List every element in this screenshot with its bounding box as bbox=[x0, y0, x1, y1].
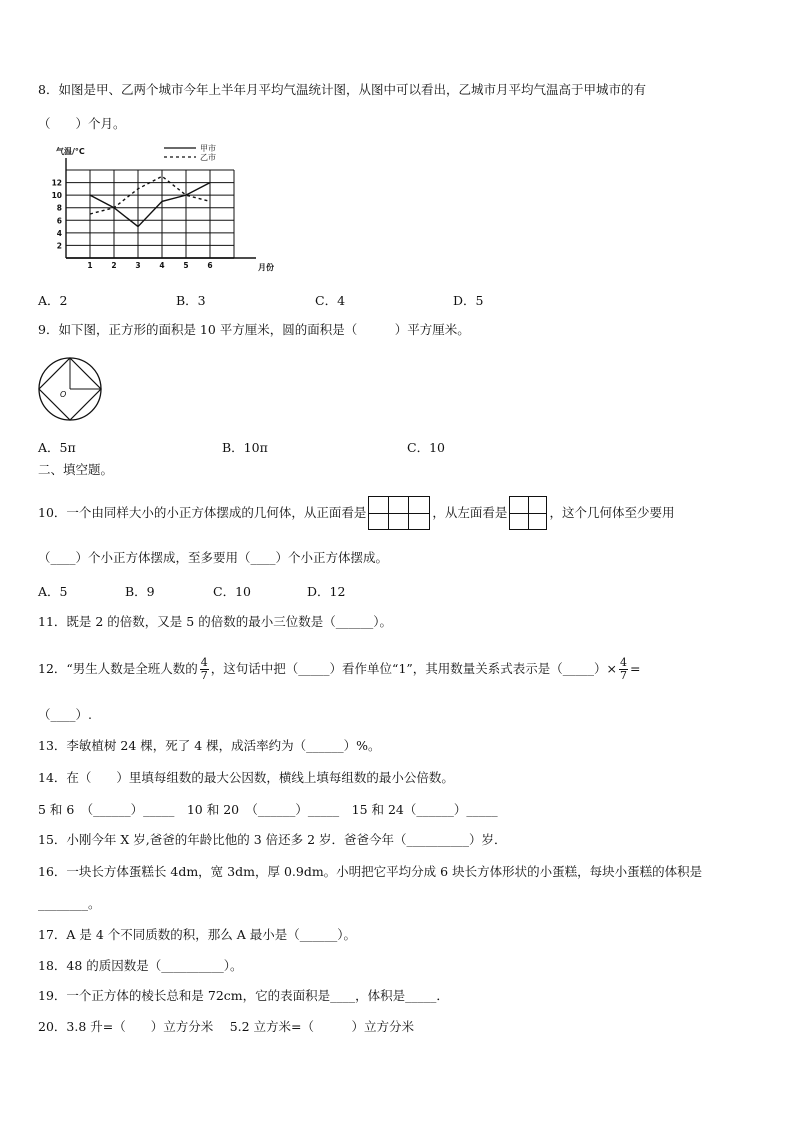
q9-text: 9．如下图，正方形的面积是 10 平方厘米，圆的面积是（ ）平方厘米。 bbox=[38, 322, 470, 337]
x-tick-label: 1 bbox=[87, 261, 93, 270]
q10-text-c: ，这个几何体至少要用 bbox=[549, 505, 675, 520]
legend-label-1: 甲市 bbox=[200, 144, 216, 153]
y-tick-label: 2 bbox=[56, 241, 62, 251]
q13-text: 13．李敏植树 24 棵，死了 4 棵，成活率约为（______）%。 bbox=[38, 738, 381, 753]
fraction-four-sevenths: $\frac{4}{7}$ bbox=[200, 656, 208, 682]
q8-option-c: C．4 bbox=[315, 293, 346, 308]
q11-text: 11．既是 2 的倍数，又是 5 的倍数的最小三位数是（______）。 bbox=[38, 614, 392, 629]
left-view-figure bbox=[509, 496, 547, 530]
temperature-line-chart bbox=[36, 140, 296, 280]
q19-text: 19．一个正方体的棱长总和是 72cm，它的表面积是____，体积是_____． bbox=[38, 988, 449, 1003]
q10-option-b: B．9 bbox=[125, 584, 155, 599]
q12-text-a: 12．“男生人数是全班人数的 bbox=[38, 661, 198, 676]
x-axis-label: 月份 bbox=[258, 263, 274, 272]
q8-option-a: A．2 bbox=[38, 293, 68, 308]
q16-text-2: ________。 bbox=[38, 896, 101, 911]
q10-text-a: 10．一个由同样大小的小正方体摆成的几何体，从正面看是 bbox=[38, 505, 367, 520]
q10-option-c: C．10 bbox=[213, 584, 251, 599]
q12-line-2: （____）. bbox=[38, 707, 92, 722]
y-tick-label: 10 bbox=[51, 191, 62, 201]
x-tick-label: 4 bbox=[159, 261, 165, 270]
circle-square-figure bbox=[36, 355, 104, 423]
x-tick-label: 2 bbox=[111, 261, 117, 270]
q8-text: 8．如图是甲、乙两个城市今年上半年月平均气温统计图，从图中可以看出，乙城市月平均气温高于甲城市的有 bbox=[38, 82, 646, 97]
y-tick-label: 12 bbox=[51, 178, 62, 188]
q9-option-b: B．10π bbox=[222, 440, 268, 455]
front-view-figure bbox=[368, 496, 430, 530]
q12-text-b: ，这句话中把（_____）看作单位“1”，其用数量关系式表示是（_____）× bbox=[210, 661, 618, 676]
q9-option-c: C．10 bbox=[407, 440, 445, 455]
y-tick-label: 8 bbox=[56, 203, 62, 213]
x-tick-label: 6 bbox=[207, 261, 213, 270]
legend-label-2: 乙市 bbox=[200, 153, 216, 162]
q10-text-b: ，从左面看是 bbox=[432, 505, 508, 520]
q10-option-a: A．5 bbox=[38, 584, 68, 599]
q10-text-2: （____）个小正方体摆成，至多要用（____）个小正方体摆成。 bbox=[38, 550, 389, 565]
q12-text bbox=[38, 651, 641, 687]
section-2-heading: 二、填空题。 bbox=[38, 462, 114, 477]
y-tick-label: 4 bbox=[56, 228, 62, 238]
fraction-four-sevenths-2: $\frac{4}{7}$ bbox=[620, 656, 628, 682]
q10-option-d: D．12 bbox=[307, 584, 346, 599]
q18-text: 18．48 的质因数是（__________）。 bbox=[38, 958, 243, 973]
q8-option-b: B．3 bbox=[176, 293, 206, 308]
q14-text: 14．在（ ）里填每组数的最大公因数，横线上填每组数的最小公倍数。 bbox=[38, 770, 454, 785]
x-tick-label: 3 bbox=[135, 261, 141, 270]
q17-text: 17．A 是 4 个不同质数的积，那么 A 最小是（______）。 bbox=[38, 927, 357, 942]
q14-groups: 5 和 6 （______）_____ 10 和 20 （______）_____ 15 和 24（______）_____ bbox=[38, 802, 498, 817]
q8-option-d: D．5 bbox=[453, 293, 484, 308]
q8-text-2: （ ）个月。 bbox=[38, 116, 126, 131]
center-label-o: O bbox=[60, 390, 67, 399]
q20-text: 20．3.8 升=（ ）立方分米 5.2 立方米=（ ）立方分米 bbox=[38, 1019, 415, 1034]
q15-text: 15．小刚今年 X 岁,爸爸的年龄比他的 3 倍还多 2 岁．爸爸今年（__________）岁． bbox=[38, 832, 507, 847]
q10-text bbox=[38, 496, 674, 530]
y-axis-label: 气温/°C bbox=[56, 147, 85, 156]
x-tick-label: 5 bbox=[183, 261, 189, 270]
q12-text-c: = bbox=[630, 661, 641, 676]
q16-text: 16．一块长方体蛋糕长 4dm，宽 3dm，厚 0.9dm。小明把它平均分成 6 块长方体形状的小蛋糕，每块小蛋糕的体积是 bbox=[38, 864, 703, 879]
q9-option-a: A．5π bbox=[38, 440, 76, 455]
y-tick-label: 6 bbox=[56, 216, 62, 226]
